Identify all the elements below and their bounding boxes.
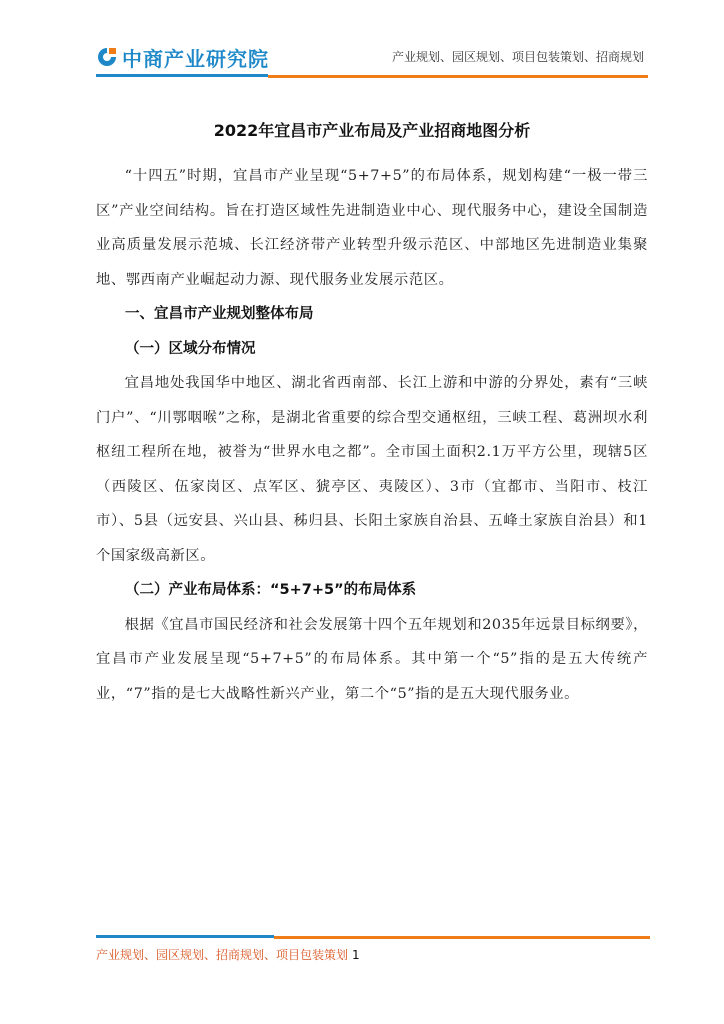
logo-mark-icon <box>96 46 118 68</box>
intro-paragraph: “十四五”时期，宜昌市产业呈现“5+7+5”的布局体系，规划构建“一极一带三区”产业空间结构。旨在打造区域性先进制造业中心、现代服务中心，建设全国制造业高质量发展示范城、长江经济带产业转型升级示范区、中部地区先进制造业集聚地、鄂西南产业崛起动力源、现代服务业发展示范区。 <box>96 168 648 288</box>
header-divider-blue <box>96 74 268 77</box>
page-number: 1 <box>352 948 360 962</box>
page-header <box>0 0 724 90</box>
document-title: 2022年宜昌市产业布局及产业招商地图分析 <box>213 121 531 140</box>
subsection-heading-2: （二）产业布局体系：“5+7+5”的布局体系 <box>125 582 417 598</box>
section-heading-1: 一、宜昌市产业规划整体布局 <box>125 306 314 322</box>
page-footer <box>96 946 360 963</box>
footer-tagline: 产业规划、园区规划、招商规划、项目包装策划 <box>96 948 349 962</box>
footer-divider-blue <box>96 935 274 938</box>
logo-text: 中商产业研究院 <box>122 46 269 71</box>
document-body <box>96 118 648 711</box>
company-logo <box>96 42 269 72</box>
header-divider-orange <box>268 75 648 78</box>
subsection-heading-1: （一）区域分布情况 <box>125 340 256 357</box>
region-paragraph: 宜昌地处我国华中地区、湖北省西南部、长江上游和中游的分界处，素有“三峡门户”、“川鄂咽喉”之称，是湖北省重要的综合型交通枢纽，三峡工程、葛洲坝水利枢纽工程所在地，被誉为“世界水电之都”。全市国土面积2.1万平方公里，现辖5区（西陵区、伍家岗区、点军区、猇亭区、夷陵区）、3市（宜都市、当阳市、枝江市）、5县（远安县、兴山县、秭归县、长阳土家族自治县、五峰土家族自治县）和1个国家级高新区。 <box>96 375 648 564</box>
layout-paragraph: 根据《宜昌市国民经济和社会发展第十四个五年规划和2035年远景目标纲要》，宜昌市产业发展呈现“5+7+5”的布局体系。其中第一个“5”指的是五大传统产业，“7”指的是七大战略性新兴产业，第二个“5”指的是五大现代服务业。 <box>96 616 648 702</box>
footer-divider-orange <box>274 936 650 939</box>
header-tagline: 产业规划、园区规划、项目包装策划、招商规划 <box>391 50 644 64</box>
